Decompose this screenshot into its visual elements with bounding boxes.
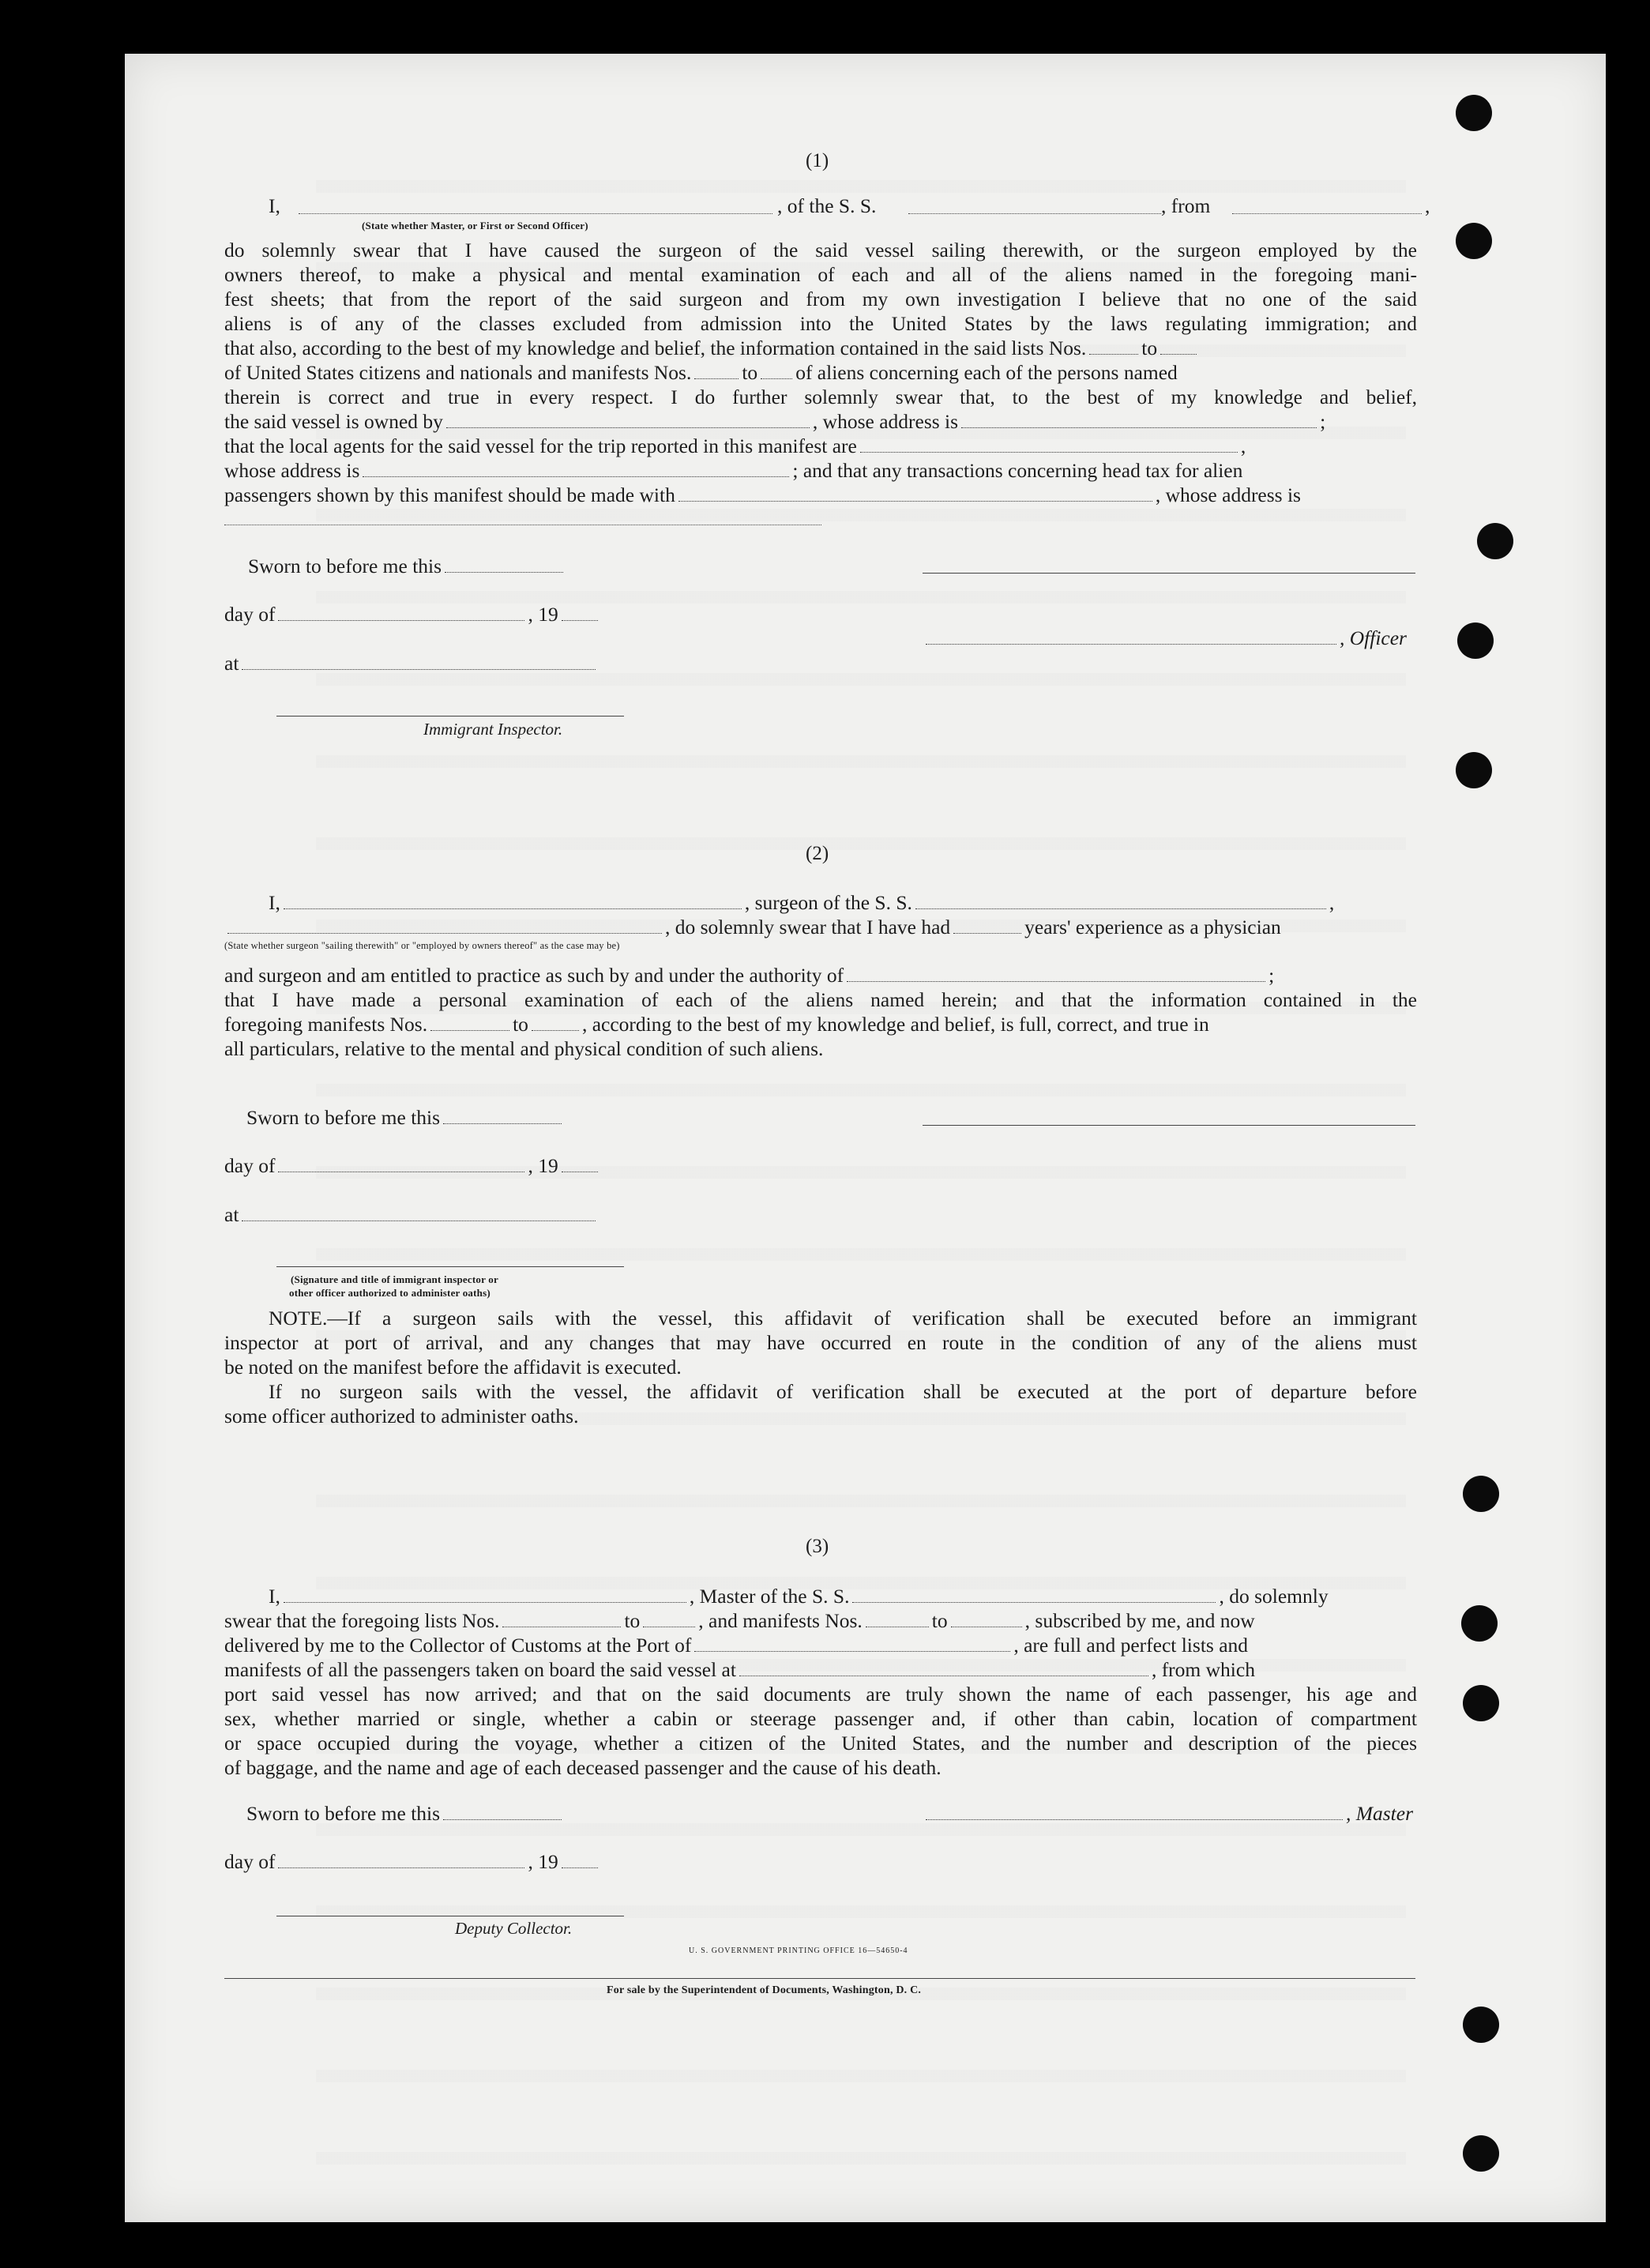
surgeon-signature-line[interactable] <box>923 1125 1415 1126</box>
section-2-line-1: I, , surgeon of the S. S. , <box>269 891 1335 914</box>
officer-line: , Officer <box>923 626 1407 650</box>
note-line-1: NOTE.—If a surgeon sails with the vessel, this affidavit of verification shall be executed before an immigrant <box>269 1307 1417 1330</box>
section-2-line-2: , do solemnly swear that I have had years' experience as a physician <box>224 916 1281 939</box>
section-1-line-11: whose address is ; and that any transactions concerning head tax for alien <box>224 459 1243 482</box>
section-1-line-3: owners thereof, to make a physical and mental examination of each and all of the aliens named in the foregoing mani- <box>224 263 1417 286</box>
section-3-line-1: I, , Master of the S. S. , do solemnly <box>269 1585 1329 1608</box>
from-port-field[interactable] <box>1232 213 1422 214</box>
section-2-line-6: all particulars, relative to the mental and physical condition of such aliens. <box>224 1037 824 1060</box>
section-1-line-12: passengers shown by this manifest should be made with , whose address is <box>224 483 1301 506</box>
section-2-line-5: foregoing manifests Nos. to , according to the best of my knowledge and belief, is full, correct, and true in <box>224 1013 1209 1036</box>
section-2-day: day of , 19 <box>224 1154 601 1178</box>
binder-hole <box>1463 2007 1499 2043</box>
binder-hole <box>1461 1605 1498 1642</box>
binder-hole <box>1477 523 1513 559</box>
footer-rule <box>224 1978 1415 1979</box>
section-3-line-5: port said vessel has now arrived; and that on the said documents are truly shown the name of each passenger, his age and <box>224 1683 1417 1706</box>
immigrant-inspector-caption: Immigrant Inspector. <box>423 720 563 739</box>
inspector-signature-line[interactable] <box>276 716 624 717</box>
section-3-line-4: manifests of all the passengers taken on board the said vessel at , from which <box>224 1658 1255 1681</box>
note-line-4: If no surgeon sails with the vessel, the affidavit of verification shall be executed at the port of departure before <box>269 1380 1417 1403</box>
binder-hole <box>1456 752 1492 788</box>
section-2-at: at <box>224 1203 599 1227</box>
master-signature: , Master <box>923 1802 1413 1826</box>
binder-hole <box>1463 1685 1499 1721</box>
printing-office-imprint: U. S. GOVERNMENT PRINTING OFFICE 16—54650-4 <box>689 1946 908 1955</box>
section-1-line-10: that the local agents for the said vessel for the trip reported in this manifest are , <box>224 434 1246 457</box>
vessel-name-field[interactable] <box>908 213 1161 214</box>
section-2-sworn: Sworn to before me this <box>246 1106 565 1130</box>
section-1-day: day of , 19 <box>224 603 601 626</box>
section-3-line-2: swear that the foregoing lists Nos. to , and manifests Nos. to , subscribed by me, and now <box>224 1609 1255 1632</box>
binder-hole <box>1456 95 1492 131</box>
section-1-line-8: therein is correct and true in every respect. I do further solemnly swear that, to the best of my knowledge and belief, <box>224 386 1417 408</box>
section-1-line-1c: , from <box>1161 194 1211 217</box>
signature-caption-1: (Signature and title of immigrant inspector or <box>291 1273 498 1285</box>
officer-signature-line[interactable] <box>923 573 1415 574</box>
binder-hole <box>1463 1476 1499 1512</box>
section-2-line-3: and surgeon and am entitled to practice as such by and under the authority of ; <box>224 964 1275 987</box>
signature-caption-2: other officer authorized to administer oaths) <box>289 1287 490 1299</box>
section-1-sworn: Sworn to before me this <box>248 555 566 578</box>
deputy-collector-caption: Deputy Collector. <box>455 1919 573 1938</box>
section-3-line-7: or space occupied during the voyage, whether a citizen of the United States, and the number and description of the pieces <box>224 1732 1417 1755</box>
section-1-line-7: of United States citizens and nationals and manifests Nos. to of aliens concerning each of the persons named <box>224 361 1178 384</box>
section-1-line-9: the said vessel is owned by , whose address is ; <box>224 410 1326 433</box>
section-1-line-2: do solemnly swear that I have caused the surgeon of the said vessel sailing therewith, or the surgeon employed by the <box>224 239 1417 261</box>
section-1-line-1b: , of the S. S. <box>777 194 877 217</box>
section-1-line-4: fest sheets; that from the report of the said surgeon and from my own investigation I believe that no one of the said <box>224 288 1417 310</box>
section-1-at: at <box>224 652 599 675</box>
binder-hole <box>1463 2135 1499 2172</box>
note-line-2: inspector at port of arrival, and any changes that may have occurred en route in the condition of any of the aliens must <box>224 1331 1417 1354</box>
binder-hole <box>1457 622 1494 659</box>
section-1-line-6: that also, according to the best of my knowledge and belief, the information contained in the said lists Nos. to <box>224 337 1200 360</box>
section-3-line-8: of baggage, and the name and age of each deceased passenger and the cause of his death. <box>224 1756 942 1779</box>
section-1-number: (1) <box>806 150 829 171</box>
binder-hole <box>1456 223 1492 259</box>
section-2-line-4: that I have made a personal examination of each of the aliens named herein; and that the information contained in the <box>224 988 1417 1011</box>
master-name-field[interactable] <box>299 213 772 214</box>
note-line-5: some officer authorized to administer oaths. <box>224 1405 579 1427</box>
section-3-day: day of , 19 <box>224 1850 601 1874</box>
for-sale-imprint: For sale by the Superintendent of Documents, Washington, D. C. <box>607 1984 922 1996</box>
section-2-subcaption: (State whether surgeon "sailing therewith" or "employed by owners thereof" as the case may be) <box>224 940 620 951</box>
section-1-line-5: aliens is of any of the classes excluded from admission into the United States by the laws regulating immigration; and <box>224 312 1417 335</box>
section-3-line-3: delivered by me to the Collector of Customs at the Port of , are full and perfect lists and <box>224 1634 1249 1657</box>
note-line-3: be noted on the manifest before the affidavit is executed. <box>224 1356 682 1378</box>
section-3-number: (3) <box>806 1536 829 1557</box>
section-1-line-1: I, <box>269 194 280 217</box>
section-3-line-6: sex, whether married or single, whether a cabin or steerage passenger and, if other than cabin, location of compartment <box>224 1707 1417 1730</box>
section-2-number: (2) <box>806 843 829 864</box>
inspector-2-signature-line[interactable] <box>276 1266 624 1267</box>
section-1-subcaption: (State whether Master, or First or Second Officer) <box>362 220 588 231</box>
section-3-sworn: Sworn to before me this <box>246 1802 565 1826</box>
comma: , <box>1425 194 1430 217</box>
